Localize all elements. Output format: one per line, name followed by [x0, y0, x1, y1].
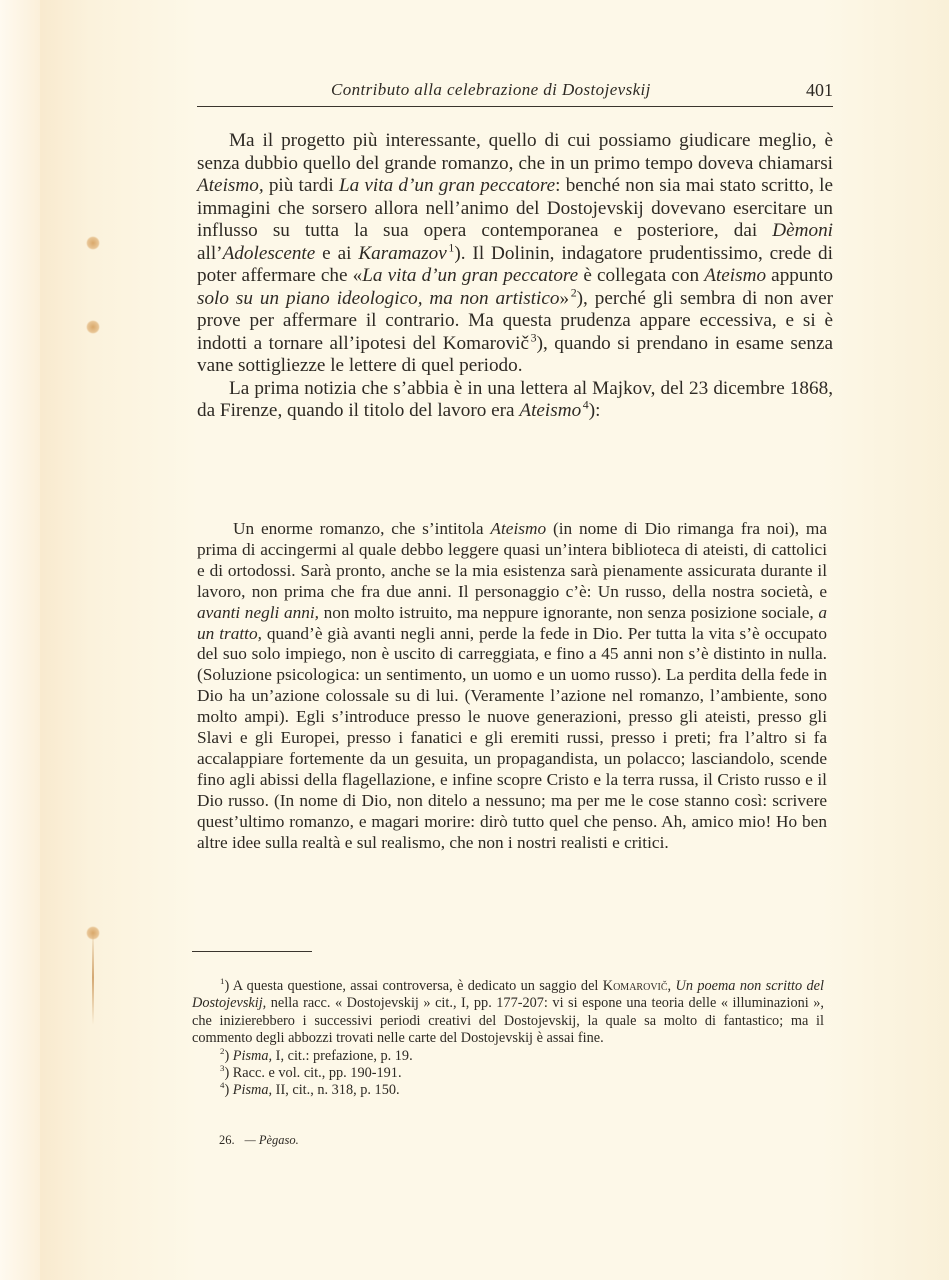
signature-mark: [219, 1133, 299, 1148]
footnote-2: $^2$) Pisma, I, cit.: prefazione, p. 19.: [220, 1045, 413, 1064]
running-header: [197, 80, 833, 107]
footnote-rule: [192, 951, 312, 952]
main-text: [197, 130, 833, 423]
binding-thread: [92, 930, 94, 1025]
footnote-ref[interactable]: 3: [530, 330, 537, 345]
footnote-ref[interactable]: 4: [582, 397, 589, 412]
paragraph: La prima notizia che s’abbia è in una lettera al Majkov, del 23 dicembre 1868, da Firenze, quando il titolo del lavoro era Ateismo $^4$):: [197, 377, 833, 421]
footnotes: [192, 978, 824, 1100]
block-quote: [197, 519, 827, 854]
paper-edge: [0, 0, 40, 1280]
sheet-number: 26.: [219, 1133, 235, 1147]
paragraph: Ma il progetto più interessante, quello di cui possiamo giudicare meglio, è senza dubbio quello del grande romanzo, che in un primo tempo doveva chiamarsi Ateismo, più tardi La vita d’un gran peccatore: benché non sia mai stato scritto, le immagini che sorsero allora nell’animo del Dostojevskij dovevano esercitare un influsso su tutta la sua opera contemporanea e posteriore, dai Dèmoni all’Adolescente e ai Karamazov $^1$). Il Dolinin, indagatore prudentissimo, crede di poter affermare che «La vita d’un gran peccatore è collegata con Ateismo appunto solo su un piano ideologico, ma non artistico» $^2$), perché gli sembra di non aver prove per affermare il contrario. Ma questa prudenza appare eccessiva, e si è indotti a tornare all’ipotesi del Komarovič $^3$), quando si prendano in esame senza vane sottigliezze le lettere di quel periodo.: [197, 130, 834, 376]
footnote-1: $^1$) A questa questione, assai controversa, è dedicato un saggio del Komarovič, Un poema non scritto del Dostojevskij, nella racc. « Dostojevskij » cit., I, pp. 177-207: vi si espone una teoria delle « illuminazioni », che inizierebbero i successivi periodi creativi del Dostojevskij, la quale sa molto di fantastico; ma il commento degli abbozzi trovati nelle carte del Dostojevskij è assai fine.: [192, 976, 824, 1047]
binding-stain: [86, 320, 100, 334]
page-number: 401: [806, 80, 833, 100]
quote-paragraph: Un enorme romanzo, che s’intitola Ateismo (in nome di Dio rimanga fra noi), ma prima di accingermi al quale debbo leggere quasi un’intera biblioteca di ateisti, di cattolici e di ortodossi. Sarà pronto, anche se la mia esistenza sarà pienamente assicurata durante il lavoro, non prima che fra due anni. Il personaggio c’è: Un russo, della nostra società, e avanti negli anni, non molto istruito, ma neppure ignorante, non senza posizione sociale, a un tratto, quand’è già avanti negli anni, perde la fede in Dio. Per tutta la vita s’è occupato del suo solo impiego, non è uscito di carreggiata, e fino a 45 anni non s’è distinto in nulla. (Soluzione psicologica: un sentimento, un uomo e un uomo russo). La perdita della fede in Dio ha un’azione colossale su di lui. (Veramente l’azione nel romanzo, l’ambiente, sono molto ampi). Egli s’introduce presso le nuove generazioni, presso gli ateisti, presso gli Slavi e gli Europei, presso i fanatici e gli eremiti russi, presso i preti; fra l’altro si fa accalappiare fortemente da un gesuita, un propagandista, un polacco; lasciandolo, scende fino agli abissi della flagellazione, e infine scopre Cristo e la terra russa, il Cristo russo e il Dio russo. (In nome di Dio, non ditelo a nessuno; ma per me le cose stanno così: scrivere quest’ultimo romanzo, e magari morire: dirò tutto quel che penso. Ah, amico mio! Ho ben altre idee sulla realtà e sul realismo, che non i nostri realisti e critici.: [197, 519, 827, 852]
running-title: Contributo alla celebrazione di Dostojevskij: [331, 80, 651, 99]
publication-name: — Pègaso.: [244, 1133, 299, 1147]
footnote-4: $^4$) Pisma, II, cit., n. 318, p. 150.: [220, 1080, 400, 1099]
footnote-ref[interactable]: 2: [570, 285, 577, 300]
footnote-ref[interactable]: 1: [448, 240, 455, 255]
footnote-3: $^3$) Racc. e vol. cit., pp. 190-191.: [220, 1063, 402, 1082]
binding-stain: [86, 236, 100, 250]
